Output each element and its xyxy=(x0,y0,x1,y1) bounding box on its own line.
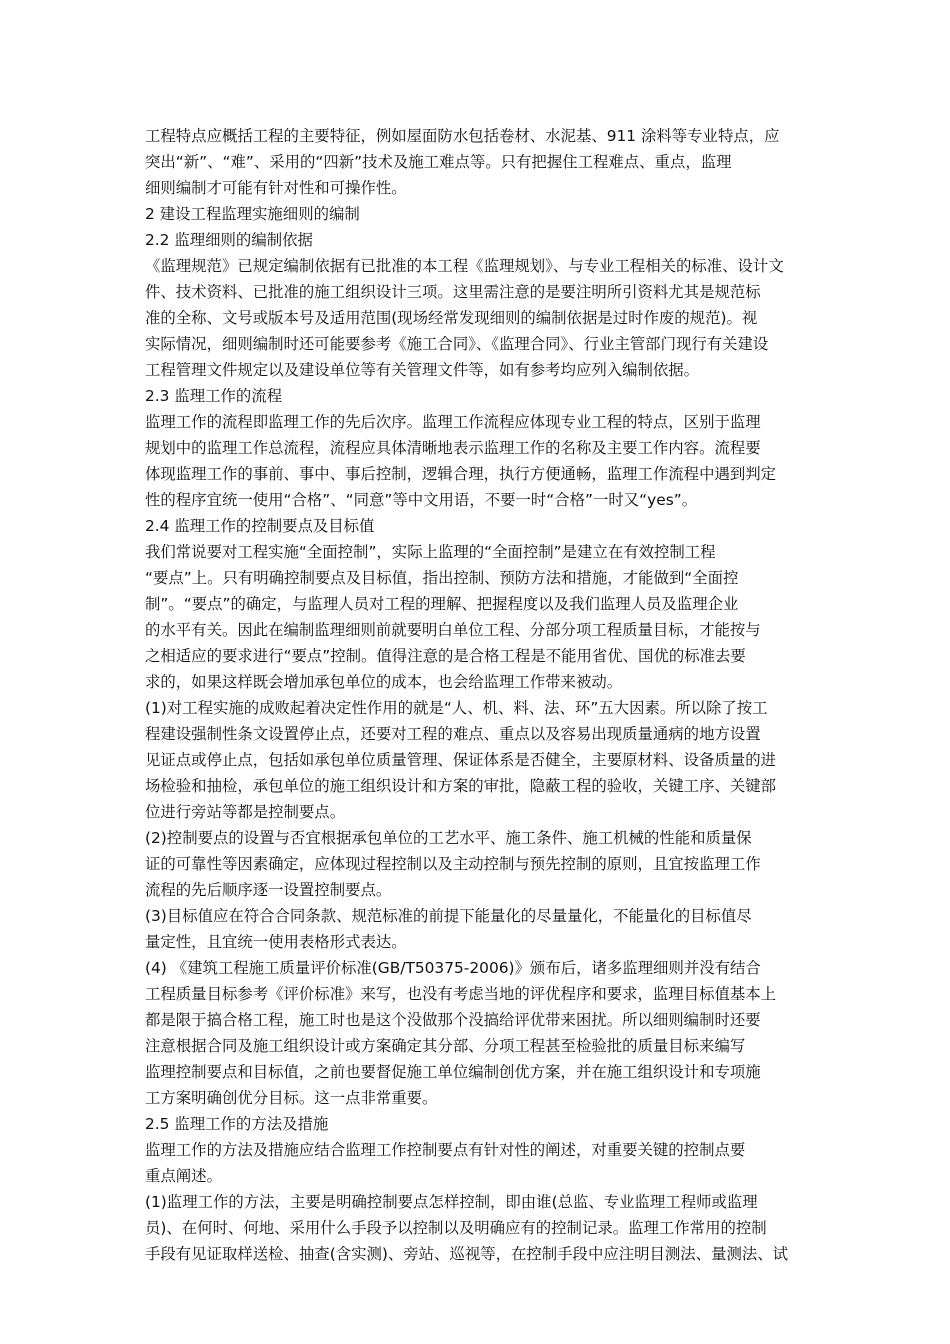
text-line: 之相适应的要求进行“要点”控制。值得注意的是合格工程是不能用省优、国优的标准去要 xyxy=(145,647,746,665)
text-line: 突出“新”、“难”、采用的“四新”技术及施工难点等。只有把握住工程难点、重点，监理 xyxy=(145,153,732,171)
text-line: 求的，如果这样既会增加承包单位的成本，也会给监理工作带来被动。 xyxy=(145,673,623,691)
text-line: 监理工作的流程即监理工作的先后次序。监理工作流程应体现专业工程的特点，区别于监理 xyxy=(145,413,761,431)
text-line: (2)控制要点的设置与否宜根据承包单位的工艺水平、施工条件、施工机械的性能和质量保 xyxy=(145,829,752,847)
text-line: 工程特点应概括工程的主要特征，例如屋面防水包括卷材、水泥基、911 涂料等专业特点，应 xyxy=(145,127,780,145)
text-line: 细则编制才可能有针对性和可操作性。 xyxy=(145,179,407,197)
text-line: 流程的先后顺序逐一设置控制要点。 xyxy=(145,881,392,899)
text-line: 程建设强制性条文设置停止点，还要对工程的难点、重点以及容易出现质量通病的地方设置 xyxy=(145,725,761,743)
section-heading: 2.5 监理工作的方法及措施 xyxy=(145,1115,329,1133)
text-line: 监理工作的方法及措施应结合监理工作控制要点有针对性的阐述，对重要关键的控制点要 xyxy=(145,1141,746,1159)
text-line: 工程管理文件规定以及建设单位等有关管理文件等，如有参考均应列入编制依据。 xyxy=(145,361,700,379)
text-line: 证的可靠性等因素确定，应体现过程控制以及主动控制与预先控制的原则，且宜按监理工作 xyxy=(145,855,761,873)
text-line: (1)监理工作的方法，主要是明确控制要点怎样控制，即由谁(总监、专业监理工程师或监理 xyxy=(145,1193,758,1211)
text-line: 手段有见证取样送检、抽查(含实测)、旁站、巡视等，在控制手段中应注明目测法、量测法、试 xyxy=(145,1245,789,1263)
text-line: 重点阐述。 xyxy=(145,1167,222,1185)
text-line: 件、技术资料、已批准的施工组织设计三项。这里需注意的是要注明所引资料尤其是规范标 xyxy=(145,283,761,301)
text-line: 准的全称、文号或版本号及适用范围(现场经常发现细则的编制依据是过时作废的规范)。视 xyxy=(145,309,758,327)
text-line: 我们常说要对工程实施“全面控制”，实际上监理的“全面控制”是建立在有效控制工程 xyxy=(145,543,716,561)
section-heading: 2.2 监理细则的编制依据 xyxy=(145,231,313,249)
text-line: (1)对工程实施的成败起着决定性作用的就是“人、机、料、法、环”五大因素。所以除了按工 xyxy=(145,699,768,717)
text-line: 规划中的监理工作总流程，流程应具体清晰地表示监理工作的名称及主要工作内容。流程要 xyxy=(145,439,761,457)
text-line: 工方案明确创优分目标。这一点非常重要。 xyxy=(145,1089,438,1107)
text-line: 性的程序宜统一使用“合格”、“同意”等中文用语，不要一时“合格”一时又“yes”。 xyxy=(145,491,698,509)
text-line: 制”。“要点”的确定，与监理人员对工程的理解、把握程度以及我们监理人员及监理企业 xyxy=(145,595,739,613)
text-line: 的水平有关。因此在编制监理细则前就要明白单位工程、分部分项工程质量目标，才能按与 xyxy=(145,621,761,639)
text-line: 都是限于搞合格工程，施工时也是这个没做那个没搞给评优带来困扰。所以细则编制时还要 xyxy=(145,1011,761,1029)
section-heading: 2.3 监理工作的流程 xyxy=(145,387,283,405)
text-line: 位进行旁站等都是控制要点。 xyxy=(145,803,346,821)
text-line: 《监理规范》已规定编制依据有已批准的本工程《监理规划》、与专业工程相关的标准、设计文 xyxy=(145,257,784,275)
text-line: 场检验和抽检，承包单位的施工组织设计和方案的审批，隐蔽工程的验收，关键工序、关键部 xyxy=(145,777,777,795)
text-line: 监理控制要点和目标值，之前也要督促施工单位编制创优方案，并在施工组织设计和专项施 xyxy=(145,1063,761,1081)
text-line: 体现监理工作的事前、事中、事后控制，逻辑合理，执行方便通畅，监理工作流程中遇到判定 xyxy=(145,465,777,483)
text-line: 量定性，且宜统一使用表格形式表达。 xyxy=(145,933,407,951)
text-line: 员)、在何时、何地、采用什么手段予以控制以及明确应有的控制记录。监理工作常用的控制 xyxy=(145,1219,767,1237)
text-line: (4) 《建筑工程施工质量评价标准(GB/T50375-2006)》颁布后，诸多监理细则并没有结合 xyxy=(145,959,761,977)
text-line: 实际情况，细则编制时还可能要参考《施工合同》、《监理合同》、行业主管部门现行有关建设 xyxy=(145,335,769,353)
text-line: “要点”上。只有明确控制要点及目标值，指出控制、预防方法和措施，才能做到“全面控 xyxy=(145,569,739,587)
section-heading: 2 建设工程监理实施细则的编制 xyxy=(145,205,360,223)
document-body xyxy=(145,123,811,1267)
section-heading: 2.4 监理工作的控制要点及目标值 xyxy=(145,517,375,535)
text-line: (3)目标值应在符合合同条款、规范标准的前提下能量化的尽量量化，不能量化的目标值尽 xyxy=(145,907,752,925)
text-line: 工程质量目标参考《评价标准》来写，也没有考虑当地的评优程序和要求，监理目标值基本上 xyxy=(145,985,777,1003)
text-line: 见证点或停止点，包括如承包单位质量管理、保证体系是否健全，主要原材料、设备质量的进 xyxy=(145,751,777,769)
text-line: 注意根据合同及施工组织设计或方案确定其分部、分项工程甚至检验批的质量目标来编写 xyxy=(145,1037,746,1055)
